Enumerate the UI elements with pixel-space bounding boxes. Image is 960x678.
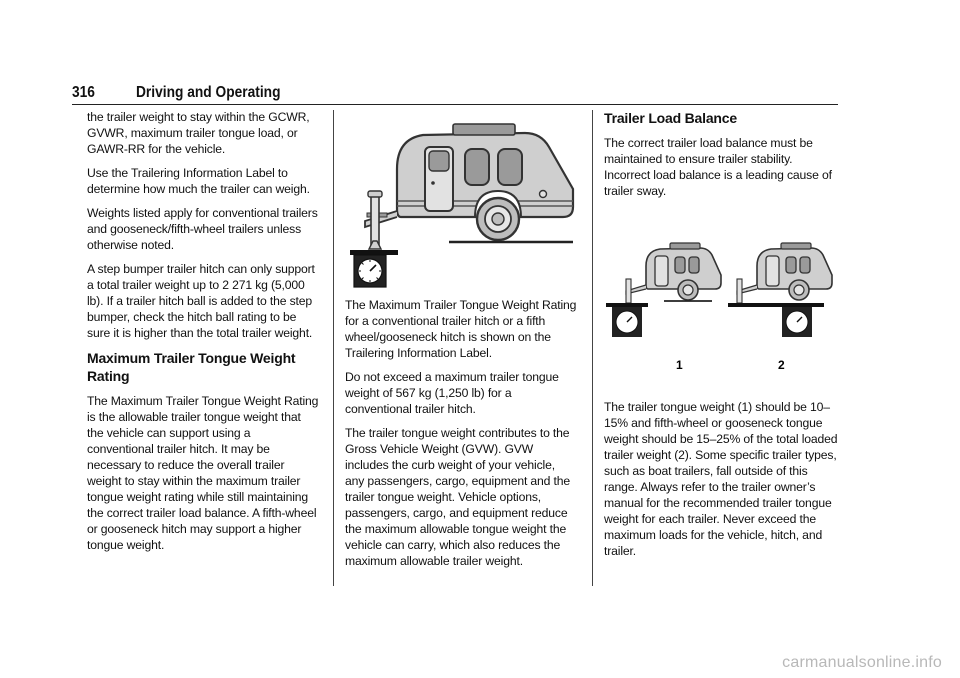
column-3 (604, 109, 838, 567)
section-title: Driving and Operating (136, 84, 281, 101)
paragraph: the trailer weight to stay within the GCWR, GVWR, maximum trailer tongue load, or GAWR-RR for the vehicle. (87, 110, 310, 156)
paragraph: A step bumper trailer hitch can only support a total trailer weight up to 2 271 kg (5,000 lb). If a trailer hitch ball is added to the step bumper, check the hitch ball rating to be sure it is higher than the total trailer weight. (87, 262, 315, 340)
section-heading: Trailer Load Balance (604, 110, 737, 126)
figure-label-2: 2 (778, 358, 785, 372)
column-divider (592, 110, 593, 586)
paragraph: The trailer tongue weight contributes to the Gross Vehicle Weight (GVW). GVW includes the curb weight of your vehicle, any passengers, cargo, equipment and the trailer tongue weight. Vehicle options, passengers, cargo, and equipment reduce the maximum allowable tongue weight the vehicle can carry, which also reduces the maximum allowable trailer weight. (345, 426, 571, 568)
total-trailer-weight-figure (728, 243, 832, 337)
load-balance-illustration (604, 209, 838, 379)
paragraph: The Maximum Trailer Tongue Weight Rating for a conventional trailer hitch or a fifth wheel/gooseneck hitch is shown on the Trailering Information Label. (345, 298, 577, 360)
paragraph: Weights listed apply for conventional trailers and gooseneck/fifth-wheel trailers unless otherwise noted. (87, 206, 318, 252)
trailer-on-scale-illustration (345, 109, 577, 289)
page-header (72, 82, 838, 105)
watermark: carmanualsonline.info (782, 654, 942, 671)
paragraph: The correct trailer load balance must be maintained to ensure trailer stability. Incorrect load balance is a leading cause of trailer sway. (604, 136, 832, 198)
page-number: 316 (72, 84, 95, 101)
column-1 (87, 109, 319, 561)
trailer-tongue-weight-figure (606, 243, 721, 337)
figure-label-1: 1 (676, 358, 683, 372)
section-heading: Maximum Trailer Tongue Weight Rating (87, 350, 296, 384)
paragraph: The Maximum Trailer Tongue Weight Rating is the allowable trailer tongue weight that the vehicle can support using a conventional trailer hitch. It may be necessary to reduce the overall trailer weight to stay within the maximum trailer tongue weight rating while still maintaining the correct trailer load balance. A fifth-wheel or gooseneck hitch may support a higher tongue weight. (87, 394, 319, 552)
paragraph: Do not exceed a maximum trailer tongue weight of 567 kg (1,250 lb) for a conventional trailer hitch. (345, 370, 559, 416)
column-divider (333, 110, 334, 586)
paragraph: The trailer tongue weight (1) should be 10–15% and fifth-wheel or gooseneck tongue weight should be 15–25% of the total loaded trailer weight (2). Some specific trailer types, such as boat trailers, fall outside of this range. Always refer to the trailer owner’s manual for the recommended trailer tongue weight for each trailer. Never exceed the maximum loads for the vehicle, hitch, and trailer. (604, 400, 838, 558)
column-2 (345, 109, 577, 577)
paragraph: Use the Trailering Information Label to determine how much the trailer can weigh. (87, 166, 310, 196)
